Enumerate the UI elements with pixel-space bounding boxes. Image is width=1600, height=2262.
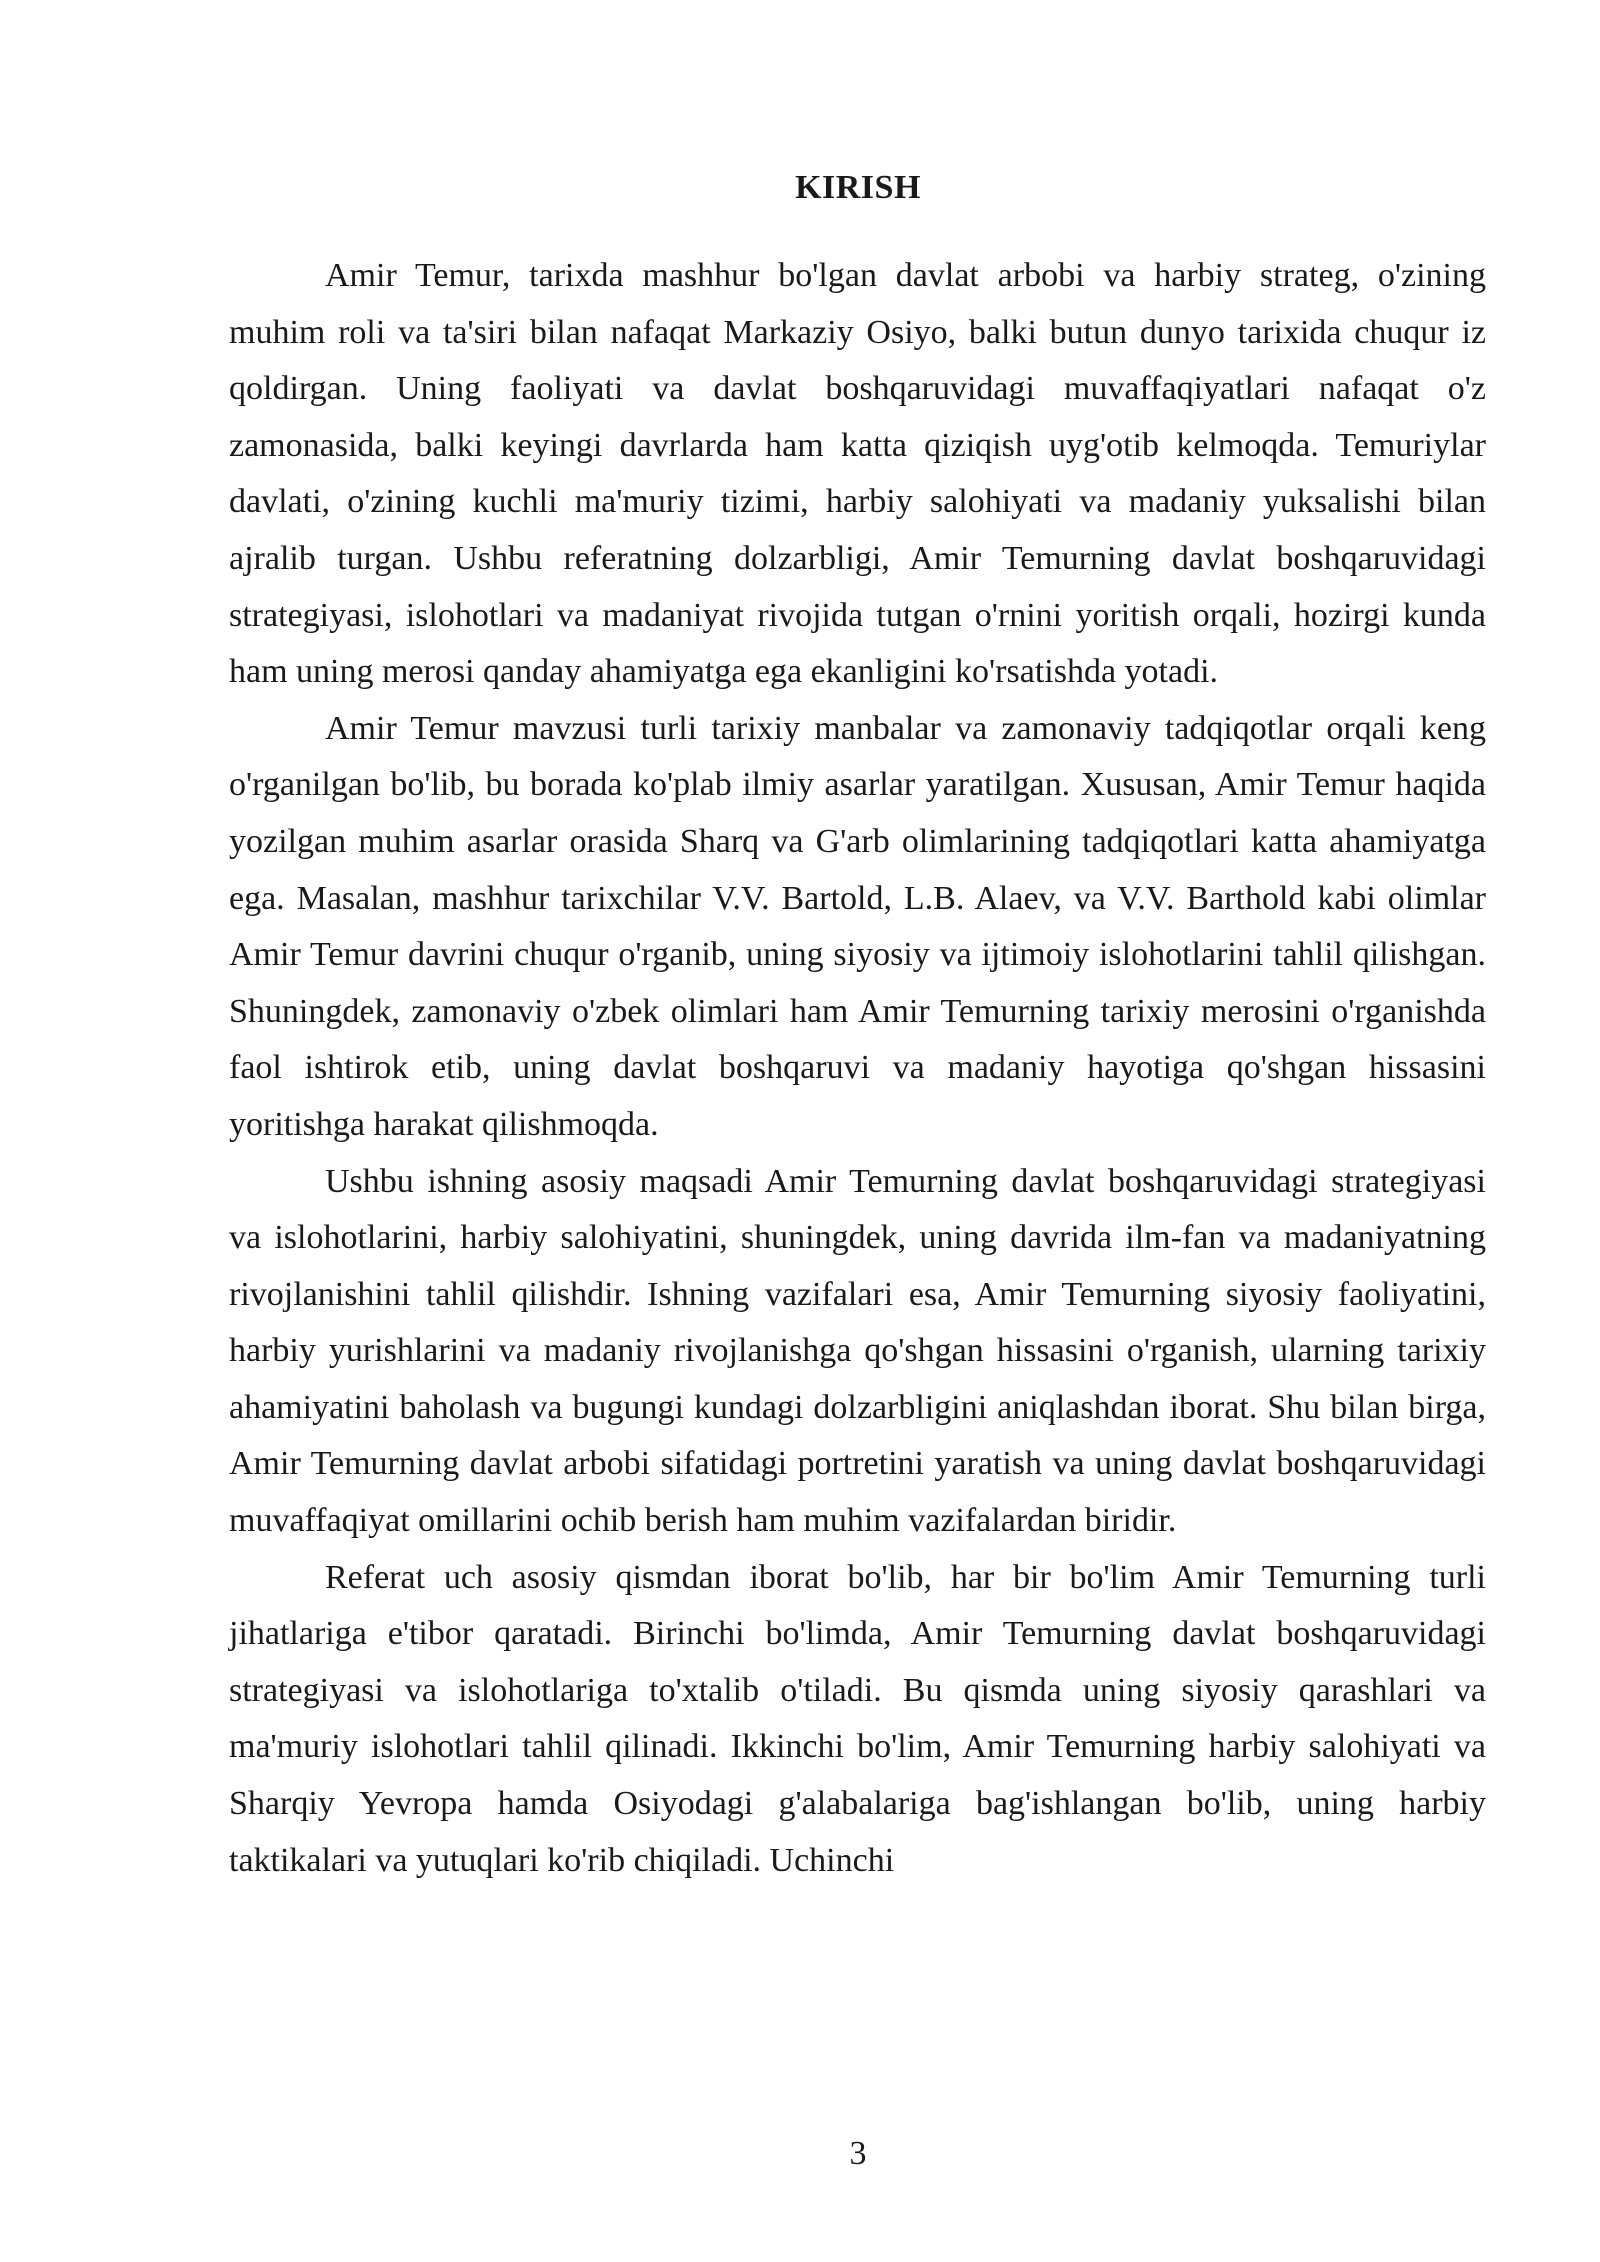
paragraph-1: Amir Temur, tarixda mashhur bo'lgan davlat arbobi va harbiy strateg, o'zining muhim roli va ta'siri bilan nafaqat Markaziy Osiyo, balki butun dunyo tarixida chuqur iz qoldirgan. Uning faoliyati va davlat boshqaruvidagi muvaffaqiyatlari nafaqat o'z zamonasida, balki keyingi davrlarda ham katta qiziqish uyg'otib kelmoqda. Temuriylar davlati, o'zining kuchli ma'muriy tizimi, harbiy salohiyati va madaniy yuksalishi bilan ajralib turgan. Ushbu referatning dolzarbligi, Amir Temurning davlat boshqaruvidagi strategiyasi, islohotlari va madaniyat rivojida tutgan o'rnini yoritish orqali, hozirgi kunda ham uning merosi qanday ahamiyatga ega ekanligini ko'rsatishda yotadi.	[229, 257, 1486, 691]
page-number: 3	[849, 2135, 867, 2172]
page-title: KIRISH	[795, 169, 921, 206]
paragraph-2: Amir Temur mavzusi turli tarixiy manbalar va zamonaviy tadqiqotlar orqali keng o'rganilgan bo'lib, bu borada ko'plab ilmiy asarlar yaratilgan. Xususan, Amir Temur haqida yozilgan muhim asarlar orasida Sharq va G'arb olimlarining tadqiqotlari katta ahamiyatga ega. Masalan, mashhur tarixchilar V.V. Bartold, L.B. Alaev, va V.V. Barthold kabi olimlar Amir Temur davrini chuqur o'rganib, uning siyosiy va ijtimoiy islohotlarini tahlil qilishgan. Shuningdek, zamonaviy o'zbek olimlari ham Amir Temurning tarixiy merosini o'rganishda faol ishtirok etib, uning davlat boshqaruvi va madaniy hayotiga qo'shgan hissasini yoritishga harakat qilishmoqda.	[229, 709, 1486, 1143]
body-text	[229, 248, 1486, 1889]
paragraph-4: Referat uch asosiy qismdan iborat bo'lib, har bir bo'lim Amir Temurning turli jihatlariga e'tibor qaratadi. Birinchi bo'limda, Amir Temurning davlat boshqaruvidagi strategiyasi va islohotlariga to'xtalib o'tiladi. Bu qismda uning siyosiy qarashlari va ma'muriy islohotlari tahlil qilinadi. Ikkinchi bo'lim, Amir Temurning harbiy salohiyati va Sharqiy Yevropa hamda Osiyodagi g'alabalariga bag'ishlangan bo'lib, uning harbiy taktikalari va yutuqlari ko'rib chiqiladi. Uchinchi	[229, 1558, 1486, 1879]
paragraph-3: Ushbu ishning asosiy maqsadi Amir Temurning davlat boshqaruvidagi strategiyasi va islohotlarini, harbiy salohiyatini, shuningdek, uning davrida ilm-fan va madaniyatning rivojlanishini tahlil qilishdir. Ishning vazifalari esa, Amir Temurning siyosiy faoliyatini, harbiy yurishlarini va madaniy rivojlanishga qo'shgan hissasini o'rganish, ularning tarixiy ahamiyatini baholash va bugungi kundagi dolzarbligini aniqlashdan iborat. Shu bilan birga, Amir Temurning davlat arbobi sifatidagi portretini yaratish va uning davlat boshqaruvidagi muvaffaqiyat omillarini ochib berish ham muhim vazifalardan biridir.	[229, 1162, 1486, 1540]
